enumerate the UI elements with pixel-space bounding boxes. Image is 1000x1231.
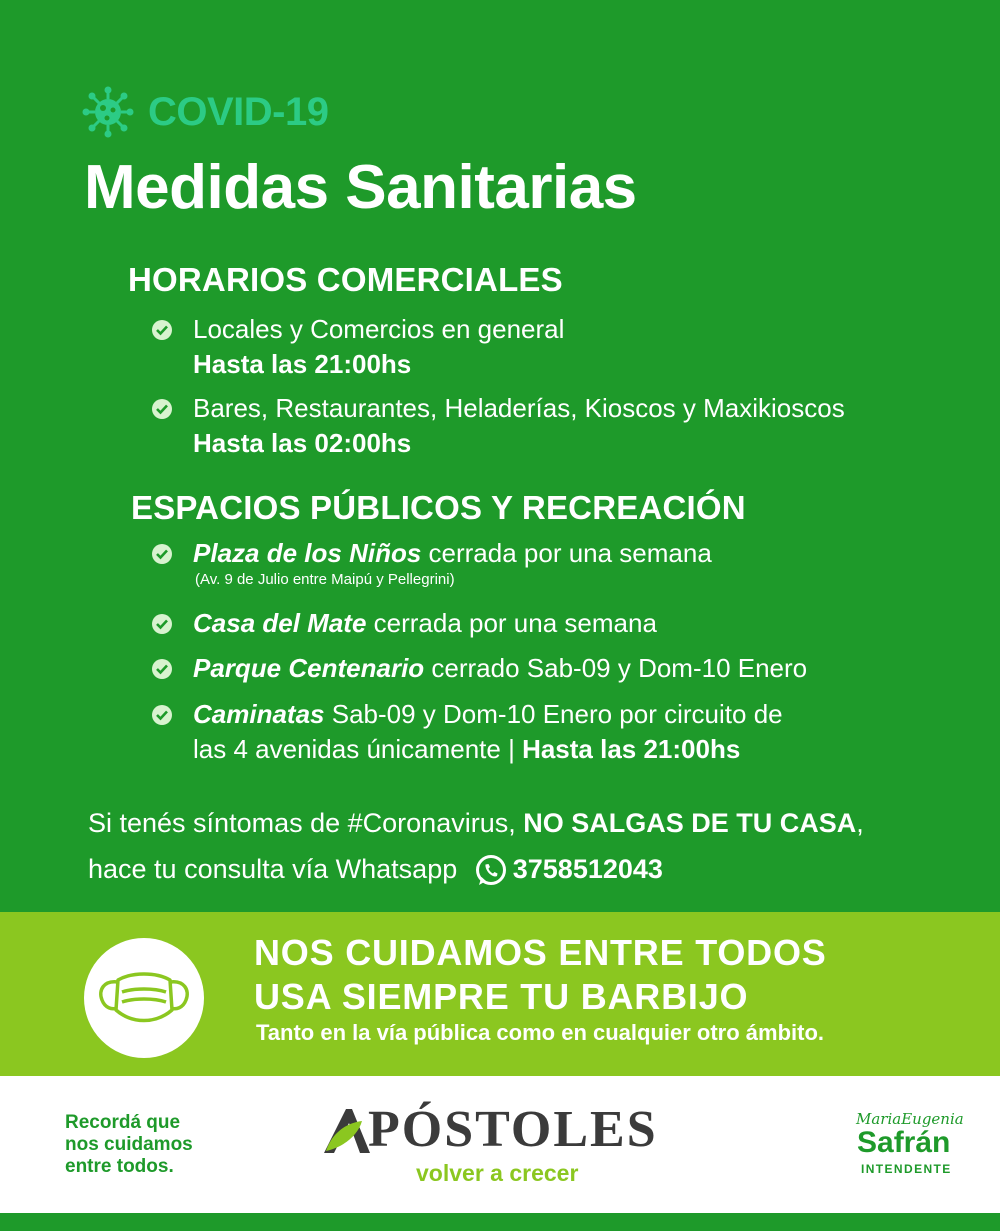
contact-comma: , [856,808,864,838]
check-icon [152,320,172,340]
whatsapp-icon [473,853,509,889]
contact-warning: NO SALGAS DE TU CASA [523,808,857,838]
mask-banner [0,912,1000,1076]
place-detail: Sab-09 y Dom-10 Enero por circuito de [324,699,783,729]
covid-header [82,86,329,138]
remember-line: entre todos. [65,1156,174,1177]
place-name: Casa del Mate [193,608,367,638]
check-icon [152,614,172,634]
mask-icon-circle [84,938,204,1058]
check-icon [152,659,172,679]
place-detail-2: las 4 avenidas únicamente | [193,734,523,764]
logo-text: PÓSTOLES [368,1101,658,1158]
item-text: Bares, Restaurantes, Heladerías, Kioscos y Maxikioscos [193,393,845,423]
item-text: Locales y Comercios en general [193,314,565,344]
bottom-bar [0,1213,1000,1231]
place-note: (Av. 9 de Julio entre Maipú y Pellegrini) [195,571,455,588]
remember-text [65,1112,193,1178]
apostoles-logo [322,1100,658,1159]
covid-label: COVID-19 [148,89,329,134]
check-icon [152,544,172,564]
place-detail: cerrada por una semana [366,608,657,638]
signature-role: INTENDENTE [861,1162,952,1176]
espacios-item-casa-mate [152,606,657,641]
remember-line: Recordá que [65,1112,181,1133]
mask-icon [94,966,194,1030]
espacios-item-parque [152,651,807,686]
leaf-a-icon [322,1105,372,1155]
signature-script: MariaEugenia [856,1110,964,1128]
page-title: Medidas Sanitarias [84,153,637,222]
slogan-line1: NOS CUIDAMOS ENTRE TODOS [254,932,827,973]
place-detail: cerrado Sab-09 y Dom-10 Enero [424,653,808,683]
place-name: Parque Centenario [193,653,425,683]
contact-message [88,800,864,892]
item-time: Hasta las 21:00hs [193,349,412,379]
phone-number[interactable]: 3758512043 [512,854,663,884]
contact-line2: hace tu consulta vía Whatsapp [88,854,458,884]
horarios-item-bares [152,391,845,461]
footer [0,1076,1000,1213]
item-time: Hasta las 21:00hs [522,734,741,764]
place-name: Plaza de los Niños [193,538,422,568]
virus-icon [82,86,134,138]
signature-name: Safrán [857,1126,951,1159]
item-time: Hasta las 02:00hs [193,428,412,458]
check-icon [152,705,172,725]
logo-tagline: volver a crecer [416,1160,579,1186]
remember-line: nos cuidamos [65,1134,193,1155]
horarios-item-locales [152,312,564,382]
slogan-subtext: Tanto en la vía pública como en cualquier otro ámbito. [256,1020,825,1045]
check-icon [152,399,172,419]
slogan-line2: USA SIEMPRE TU BARBIJO [254,976,749,1017]
place-detail: cerrada por una semana [421,538,712,568]
place-name: Caminatas [193,699,325,729]
contact-line1-a: Si tenés síntomas de #Coronavirus, [88,808,524,838]
horarios-title: HORARIOS COMERCIALES [128,261,563,298]
espacios-item-plaza [152,536,712,589]
espacios-title: ESPACIOS PÚBLICOS Y RECREACIÓN [131,489,746,526]
espacios-item-caminatas [152,697,783,767]
